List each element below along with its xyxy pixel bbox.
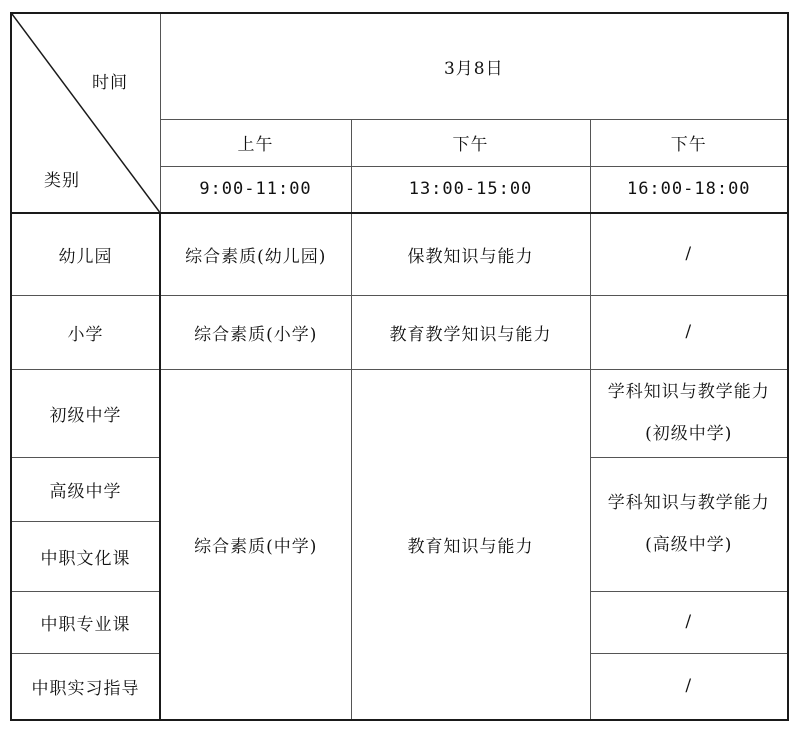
cell-vocational-internship-evening: / xyxy=(590,653,788,720)
cell-kindergarten-morning: 综合素质(幼儿园) xyxy=(160,213,351,295)
cell-vocational-professional-evening: / xyxy=(590,591,788,653)
cell-primary-morning: 综合素质(小学) xyxy=(160,295,351,369)
date-header: 3月8日 xyxy=(160,13,788,119)
category-kindergarten: 幼儿园 xyxy=(11,213,160,295)
category-vocational-professional: 中职专业课 xyxy=(11,591,160,653)
corner-header-cell xyxy=(11,13,160,213)
cell-junior-middle-evening xyxy=(590,369,788,457)
cell-primary-evening: / xyxy=(590,295,788,369)
session-label-evening: 下午 xyxy=(590,119,788,166)
cell-kindergarten-afternoon: 保教知识与能力 xyxy=(351,213,590,295)
session-time-morning: 9:00-11:00 xyxy=(160,166,351,213)
exam-schedule-table xyxy=(10,12,789,721)
junior-evening-line1: 学科知识与教学能力 xyxy=(607,382,770,402)
corner-category-label: 类别 xyxy=(44,171,80,191)
cell-primary-afternoon: 教育教学知识与能力 xyxy=(351,295,590,369)
cell-middle-school-morning: 综合素质(中学) xyxy=(160,369,351,720)
cell-senior-evening xyxy=(590,457,788,591)
cell-middle-school-afternoon: 教育知识与能力 xyxy=(351,369,590,720)
category-primary: 小学 xyxy=(11,295,160,369)
category-vocational-culture: 中职文化课 xyxy=(11,521,160,591)
corner-time-label: 时间 xyxy=(92,73,128,93)
category-senior-high: 高级中学 xyxy=(11,457,160,521)
junior-evening-line2: (初级中学) xyxy=(645,424,733,444)
session-label-afternoon: 下午 xyxy=(351,119,590,166)
session-time-evening: 16:00-18:00 xyxy=(590,166,788,213)
category-junior-middle: 初级中学 xyxy=(11,369,160,457)
diagonal-divider xyxy=(12,14,160,212)
category-vocational-internship: 中职实习指导 xyxy=(11,653,160,720)
cell-kindergarten-evening: / xyxy=(590,213,788,295)
session-time-afternoon: 13:00-15:00 xyxy=(351,166,590,213)
session-label-morning: 上午 xyxy=(160,119,351,166)
senior-evening-line2: (高级中学) xyxy=(645,535,733,555)
senior-evening-line1: 学科知识与教学能力 xyxy=(607,493,770,513)
